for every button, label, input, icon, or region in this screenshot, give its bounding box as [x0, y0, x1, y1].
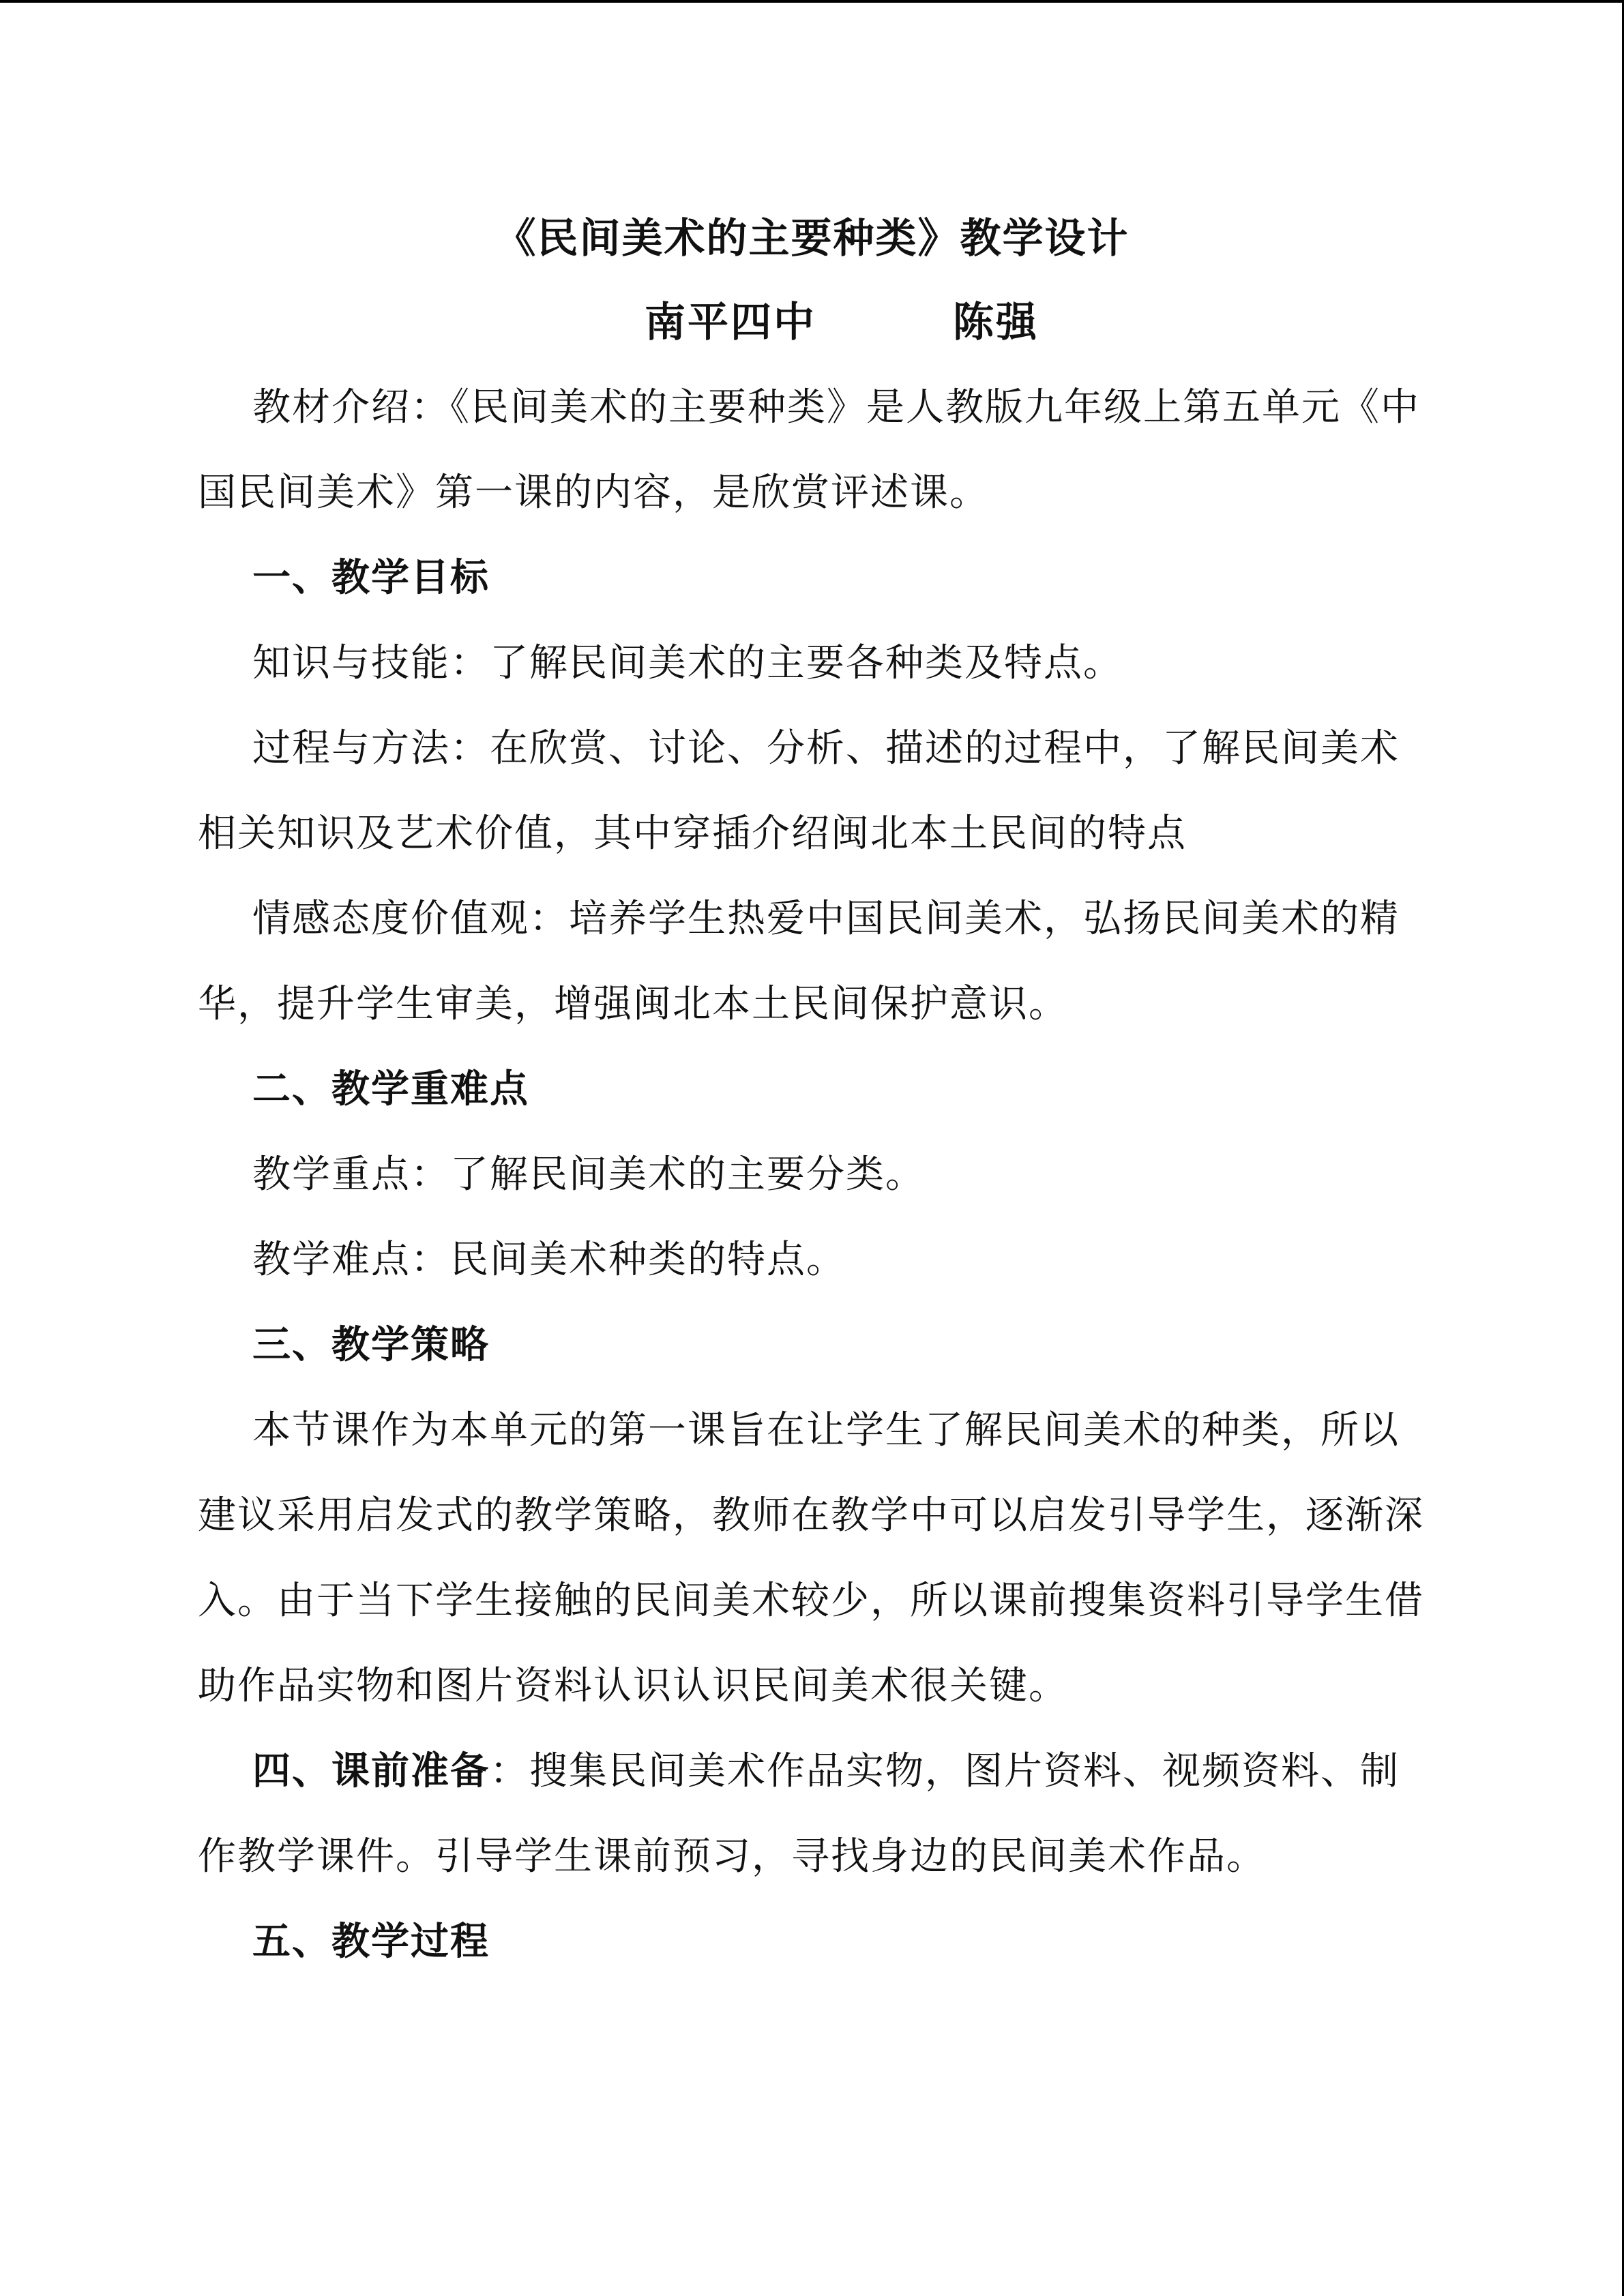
school-name: 南平四中 [645, 299, 816, 346]
section-heading-key-points: 二、教学重难点 [252, 1067, 529, 1112]
document-body [198, 365, 1426, 1984]
byline [645, 292, 1039, 353]
goal-emotion-paragraph: 情感态度价值观：培养学生热爱中国民间美术，弘扬民间美术的精华，提升学生审美，增强闽北本土民间保护意识。 [198, 897, 1400, 1026]
goal-process-paragraph: 过程与方法：在欣赏、讨论、分析、描述的过程中，了解民间美术相关知识及艺术价值，其中穿插介绍闽北本土民间的特点 [198, 726, 1400, 856]
preparation-text: ：搜集民间美术作品实物，图片资料、视频资料、制作教学课件。引导学生课前预习，寻找身边的民间美术作品。 [198, 1749, 1400, 1879]
goal-knowledge-paragraph: 知识与技能：了解民间美术的主要各种类及特点。 [252, 641, 1123, 685]
difficult-point-paragraph: 教学难点：民间美术种类的特点。 [252, 1238, 846, 1282]
author-name: 陈强 [953, 299, 1039, 346]
preparation-paragraph [198, 1729, 1426, 1899]
intro-paragraph: 教材介绍：《民间美术的主要种类》是人教版九年级上第五单元《中国民间美术》第一课的内容，是欣赏评述课。 [198, 385, 1420, 515]
key-point-paragraph: 教学重点：了解民间美术的主要分类。 [252, 1152, 925, 1197]
strategy-paragraph: 本节课作为本单元的第一课旨在让学生了解民间美术的种类，所以建议采用启发式的教学策略，教师在教学中可以启发引导学生，逐渐深入。由于当下学生接触的民间美术较少，所以课前搜集资料引导学生借助作品实物和图片资料认识认识民间美术很关键。 [198, 1408, 1424, 1708]
section-heading-strategy: 三、教学策略 [252, 1322, 490, 1367]
section-heading-process: 五、教学过程 [252, 1919, 490, 1964]
section-heading-preparation: 四、课前准备 [252, 1748, 490, 1793]
section-heading-goals: 一、教学目标 [252, 555, 490, 600]
document-title: 《民间美术的主要种类》教学设计 [494, 215, 1130, 263]
